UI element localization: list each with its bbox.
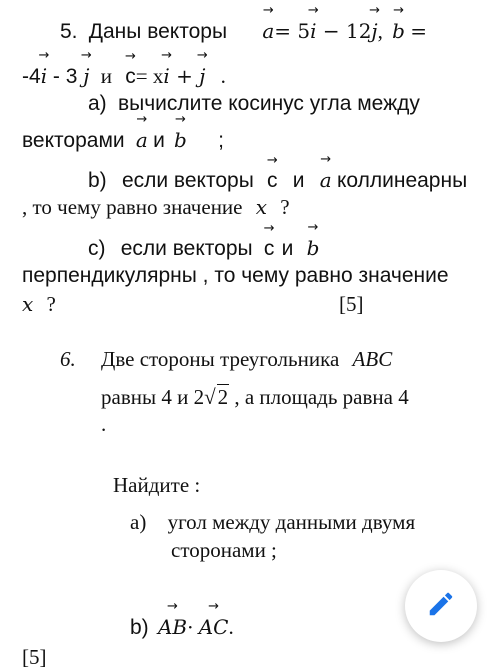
- item-b-text: если векторы: [121, 169, 254, 192]
- task6-score: [22, 645, 47, 669]
- vector-b-ref2: → b: [307, 236, 320, 260]
- task6-text2b: , а площадь равна 4: [234, 385, 409, 409]
- item-b-x: x: [255, 195, 268, 219]
- task5-c-line3: [22, 292, 56, 316]
- dot-product: ·: [187, 615, 194, 639]
- item-c-label: c): [88, 237, 106, 260]
- item-a-text: вычислите косинус угла между: [117, 92, 420, 115]
- task5-c-line1: [88, 236, 319, 261]
- item-b-label: b): [88, 169, 107, 192]
- task6-text2a: равны 4 и 2: [101, 385, 205, 409]
- b-eq: =: [410, 19, 427, 43]
- task6-a-label: а): [130, 510, 147, 534]
- unit-j-2: → j: [83, 64, 89, 88]
- item-a-and: и: [153, 129, 165, 152]
- task6-b-line: [130, 615, 234, 640]
- task5-score-text: [5]: [339, 292, 364, 316]
- a-rhs: = 5: [274, 19, 311, 43]
- sqrt-value: 2: [217, 385, 229, 409]
- task6-a-line2: [171, 538, 277, 562]
- task6-abc: ABC: [352, 347, 393, 371]
- task6-line1: [60, 347, 392, 371]
- task6-a-text2: сторонами ;: [171, 538, 277, 562]
- task5-a-line2: [22, 128, 224, 153]
- item-c-and: и: [281, 237, 294, 260]
- pencil-icon: [426, 589, 456, 624]
- task5-b-line1: [88, 168, 467, 193]
- task6-find: [113, 473, 200, 497]
- comma: ,: [377, 19, 383, 43]
- edit-button[interactable]: [405, 570, 477, 642]
- unit-i-2: → i: [41, 64, 47, 88]
- item-b-text2: , то чему равно значение: [22, 195, 243, 219]
- vector-ac: → AC: [199, 615, 229, 639]
- item-c-text: если векторы: [120, 237, 253, 260]
- task6-number: 6.: [60, 347, 76, 371]
- item-b-q: ?: [280, 195, 290, 219]
- task5-b-line2: [22, 195, 290, 219]
- vector-b: → b: [392, 19, 405, 43]
- item-c-x: x: [22, 292, 34, 316]
- task6-a-text1: угол между данными двумя: [167, 510, 416, 534]
- vector-b-ref: → b: [174, 128, 187, 152]
- task6-b-label: b): [130, 616, 149, 639]
- task6-a-line1: [130, 510, 415, 534]
- b-minus3: - 3: [47, 65, 84, 88]
- task5-score: [339, 292, 364, 316]
- item-a-text2: векторами: [22, 129, 125, 152]
- unit-j: → j: [371, 19, 377, 43]
- item-a-semicolon: ;: [218, 129, 224, 152]
- item-a-label: а): [88, 92, 107, 115]
- vector-a-ref: → a: [136, 128, 148, 152]
- item-c-q: ?: [46, 292, 56, 316]
- task5-c-line2: [22, 264, 449, 288]
- unit-j-3: → j: [199, 64, 205, 88]
- item-b-and: и: [292, 169, 305, 192]
- c-eq: = x: [135, 64, 164, 88]
- vector-ab: → AB: [158, 615, 187, 639]
- task6-line3: [101, 412, 106, 436]
- task6-line2: [101, 384, 409, 409]
- item-b-text-end: коллинеарны: [336, 169, 468, 192]
- plus: +: [169, 64, 200, 88]
- minus-twelve: − 12: [316, 19, 372, 43]
- task5-intro: Даны векторы: [88, 20, 228, 43]
- vector-a: → a: [262, 19, 274, 43]
- vector-c-ref2: → c: [264, 237, 275, 261]
- task6-end: .: [228, 615, 234, 639]
- task5-number: 5.: [60, 20, 78, 43]
- sqrt-symbol: √: [204, 385, 216, 409]
- and-word: и: [100, 64, 112, 88]
- vector-c: → c: [125, 65, 136, 89]
- vector-c-ref: → c: [267, 169, 278, 193]
- task5-line1: [60, 19, 427, 44]
- b-coef: -4: [22, 65, 41, 88]
- task6-find-text: Найдите :: [113, 473, 201, 497]
- vector-a-ref2: → a: [320, 168, 332, 192]
- task6-score-text: [5]: [22, 645, 47, 669]
- task6-text1: Две стороны треугольника: [101, 347, 340, 371]
- task6-dot: .: [101, 412, 107, 436]
- task5-line2: [22, 64, 226, 89]
- item-c-text2: перпендикулярны , то чему равно значение: [22, 264, 449, 287]
- unit-i-3: → i: [163, 64, 169, 88]
- unit-i: → i: [310, 19, 316, 43]
- period: .: [220, 64, 226, 88]
